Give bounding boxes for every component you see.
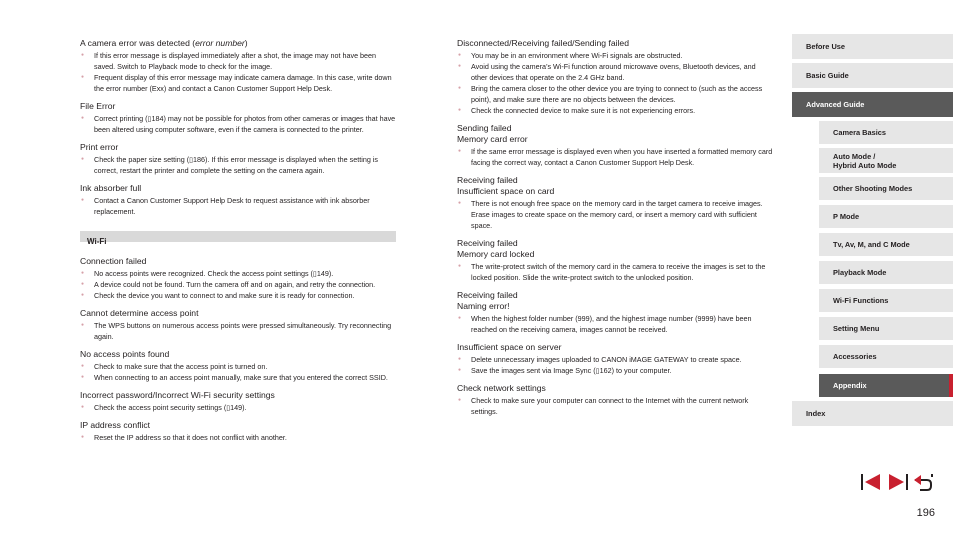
section-cannot-determine: [80, 308, 396, 342]
list-item: ● Check the connected device to make sure it is not experiencing errors.: [457, 105, 773, 116]
section-disconnected: [457, 38, 773, 116]
section-receiving-locked: [457, 238, 773, 283]
sidebar-item-wifi-functions[interactable]: Wi-Fi Functions: [819, 289, 953, 312]
list-item: ● No access points were recognized. Check the access point settings (▯149).: [80, 268, 396, 279]
sidebar-item-before-use[interactable]: Before Use: [792, 34, 953, 59]
sidebar-item-camera-basics[interactable]: Camera Basics: [819, 121, 953, 144]
list-item: ● Delete unnecessary images uploaded to CANON iMAGE GATEWAY to create space.: [457, 354, 773, 365]
section-receiving-naming: [457, 290, 773, 335]
list-item: ● When connecting to an access point manually, make sure that you entered the correct SSID.: [80, 372, 396, 383]
sidebar-item-setting-menu[interactable]: Setting Menu: [819, 317, 953, 340]
page-number: 196: [916, 507, 935, 519]
section-title: Print error: [80, 142, 119, 152]
section-ip-conflict: [80, 420, 396, 443]
section-subtitle: Memory card error: [457, 134, 528, 144]
sidebar-item-accessories[interactable]: Accessories: [819, 345, 953, 368]
section-file-error: [80, 101, 396, 135]
section-title: Receiving failed: [457, 238, 518, 248]
list-item: ● Save the images sent via Image Sync (▯162) to your computer.: [457, 365, 773, 376]
section-camera-error: [80, 38, 396, 94]
section-print-error: [80, 142, 396, 176]
list-item: ● Correct printing (▯184) may not be possible for photos from other cameras or images that have been altered using computer software, even if the camera is connected to the printer.: [80, 113, 396, 135]
section-title: Insufficient space on server: [457, 342, 562, 352]
sidebar-item-auto-mode[interactable]: Auto Mode / Hybrid Auto Mode: [819, 148, 953, 173]
section-receiving-space: [457, 175, 773, 231]
list-item: ● Avoid using the camera’s Wi-Fi function around microwave ovens, Bluetooth devices, and other devices that operate on the 2.4 GHz band.: [457, 61, 773, 83]
return-icon[interactable]: [912, 471, 934, 493]
active-marker: [949, 374, 953, 397]
list-item: ● Check the paper size setting (▯186). If this error message is displayed when the setting is correct, restart the printer and complete the setting on the camera again.: [80, 154, 396, 176]
list-item: ● Reset the IP address so that it does not conflict with another.: [80, 432, 396, 443]
sidebar-item-index[interactable]: Index: [792, 401, 953, 426]
section-no-access-points: [80, 349, 396, 383]
section-title: No access points found: [80, 349, 170, 359]
section-title: Incorrect password/Incorrect Wi-Fi security settings: [80, 390, 275, 400]
list-item: ● Contact a Canon Customer Support Help Desk to request assistance with ink absorber replacement.: [80, 195, 396, 217]
section-title: Ink absorber full: [80, 183, 142, 193]
list-item: ● Check to make sure that the access point is turned on.: [80, 361, 396, 372]
section-title: Connection failed: [80, 256, 147, 266]
sidebar-item-playback-mode[interactable]: Playback Mode: [819, 261, 953, 284]
list-item: ● Check to make sure your computer can connect to the Internet with the current network settings.: [457, 395, 773, 417]
sidebar-item-appendix[interactable]: Appendix: [819, 374, 953, 397]
list-item: ● Check the access point security settings (▯149).: [80, 402, 396, 413]
right-column: [457, 38, 773, 417]
sidebar-item-advanced-guide[interactable]: Advanced Guide: [792, 92, 953, 117]
section-title: Check network settings: [457, 383, 546, 393]
page-navigation: [860, 471, 933, 494]
list-item: ● The write-protect switch of the memory card in the camera to receive the images is set to the locked position. Slide the write-protect switch to the unlocked position.: [457, 261, 773, 283]
section-title: Sending failed: [457, 123, 512, 133]
previous-page-icon[interactable]: [860, 471, 882, 493]
section-subtitle: Insufficient space on card: [457, 186, 555, 196]
section-subtitle: Memory card locked: [457, 249, 535, 259]
list-item: ● If this error message is displayed immediately after a shot, the image may not have been saved. Switch to Playback mode to check for the image.: [80, 50, 396, 72]
list-item: ● A device could not be found. Turn the camera off and on again, and retry the connection.: [80, 279, 396, 290]
list-item: ● The WPS buttons on numerous access points were pressed simultaneously. Try reconnecting again.: [80, 320, 396, 342]
wifi-heading: Wi-Fi: [87, 237, 107, 246]
next-page-icon[interactable]: [887, 471, 909, 493]
list-item: ● You may be in an environment where Wi-Fi signals are obstructed.: [457, 50, 773, 61]
list-item: ● Check the device you want to connect to and make sure it is ready for connection.: [80, 290, 396, 301]
sidebar-item-other-shooting-modes[interactable]: Other Shooting Modes: [819, 177, 953, 200]
list-item: ● Bring the camera closer to the other device you are trying to connect to (such as the access point), and make sure there are no objects between the devices.: [457, 83, 773, 105]
section-server-space: [457, 342, 773, 376]
sidebar-item-p-mode[interactable]: P Mode: [819, 205, 953, 228]
list-item: ● Frequent display of this error message may indicate camera damage. In this case, write down the error number (Exx) and contact a Canon Customer Support Help Desk.: [80, 72, 396, 94]
section-title: Receiving failed: [457, 175, 518, 185]
left-column: [80, 38, 396, 443]
section-incorrect-password: [80, 390, 396, 413]
section-subtitle: Naming error!: [457, 301, 510, 311]
section-title: IP address conflict: [80, 420, 151, 430]
list-item: ● When the highest folder number (999), and the highest image number (9999) have been reached on the receiving camera, images cannot be received.: [457, 313, 773, 335]
section-ink-absorber: [80, 183, 396, 217]
section-title: Disconnected/Receiving failed/Sending failed: [457, 38, 629, 48]
section-title: Receiving failed: [457, 290, 518, 300]
section-sending-failed: [457, 123, 773, 168]
list-item: ● There is not enough free space on the memory card in the target camera to receive images. Erase images to create space on the memory card, or insert a memory card with sufficient space.: [457, 198, 773, 231]
section-title: A camera error was detected (error number): [80, 38, 248, 48]
list-item: ● If the same error message is displayed even when you have inserted a formatted memory card facing the correct way, contact a Canon Customer Support Help Desk.: [457, 146, 773, 168]
section-connection-failed: [80, 256, 396, 301]
section-network-settings: [457, 383, 773, 417]
section-title: Cannot determine access point: [80, 308, 199, 318]
wifi-heading-bar: [80, 231, 396, 246]
sidebar-item-basic-guide[interactable]: Basic Guide: [792, 63, 953, 88]
section-title: File Error: [80, 101, 116, 111]
sidebar-item-tv-av-m-c-mode[interactable]: Tv, Av, M, and C Mode: [819, 233, 953, 256]
